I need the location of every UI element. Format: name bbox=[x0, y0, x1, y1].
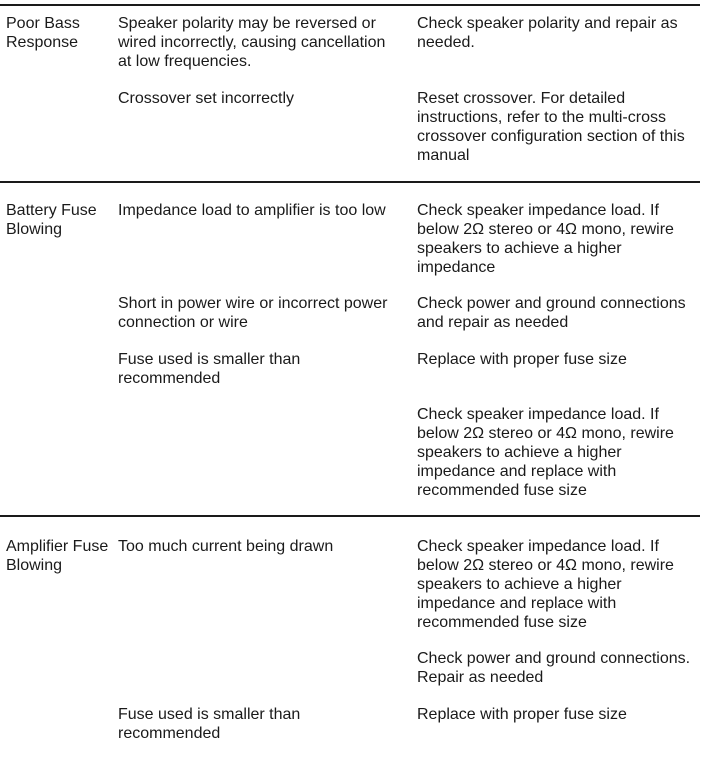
solution-text: Replace with proper fuse size bbox=[417, 706, 627, 723]
solution-text: Check power and ground connections. Repair as needed bbox=[417, 650, 691, 686]
cause-text: Fuse used is smaller than recommended bbox=[118, 706, 301, 742]
solution-text: Check speaker polarity and repair as needed. bbox=[417, 15, 678, 51]
cause-text: Impedance load to amplifier is too low bbox=[118, 202, 386, 219]
section-divider bbox=[0, 515, 700, 517]
symptom-poor-bass: Poor Bass Response bbox=[6, 15, 80, 51]
section-divider bbox=[0, 4, 700, 6]
cause-text: Short in power wire or incorrect power connection or wire bbox=[118, 295, 388, 331]
symptom-amplifier-fuse: Amplifier Fuse Blowing bbox=[6, 538, 109, 574]
cause-text: Speaker polarity may be reversed or wired incorrectly, causing cancellation at low frequencies. bbox=[118, 15, 386, 70]
cause-text: Too much current being drawn bbox=[118, 538, 334, 555]
solution-text: Replace with proper fuse size bbox=[417, 351, 627, 368]
solution-text: Check speaker impedance load. If below 2Ω stereo or 4Ω mono, rewire speakers to achieve a higher impedance and replace with recommended fuse size bbox=[417, 538, 674, 631]
solution-text: Check power and ground connections and repair as needed bbox=[417, 295, 686, 331]
solution-text: Reset crossover. For detailed instructions, refer to the multi-cross crossover configuration section of this manual bbox=[417, 90, 685, 164]
cause-text: Crossover set incorrectly bbox=[118, 90, 295, 107]
symptom-battery-fuse: Battery Fuse Blowing bbox=[6, 202, 97, 238]
solution-text: Check speaker impedance load. If below 2Ω stereo or 4Ω mono, rewire speakers to achieve a higher impedance bbox=[417, 202, 674, 276]
solution-text: Check speaker impedance load. If below 2Ω stereo or 4Ω mono, rewire speakers to achieve a higher impedance and replace with recommended fuse size bbox=[417, 406, 674, 499]
cause-text: Fuse used is smaller than recommended bbox=[118, 351, 301, 387]
section-divider bbox=[0, 181, 700, 183]
